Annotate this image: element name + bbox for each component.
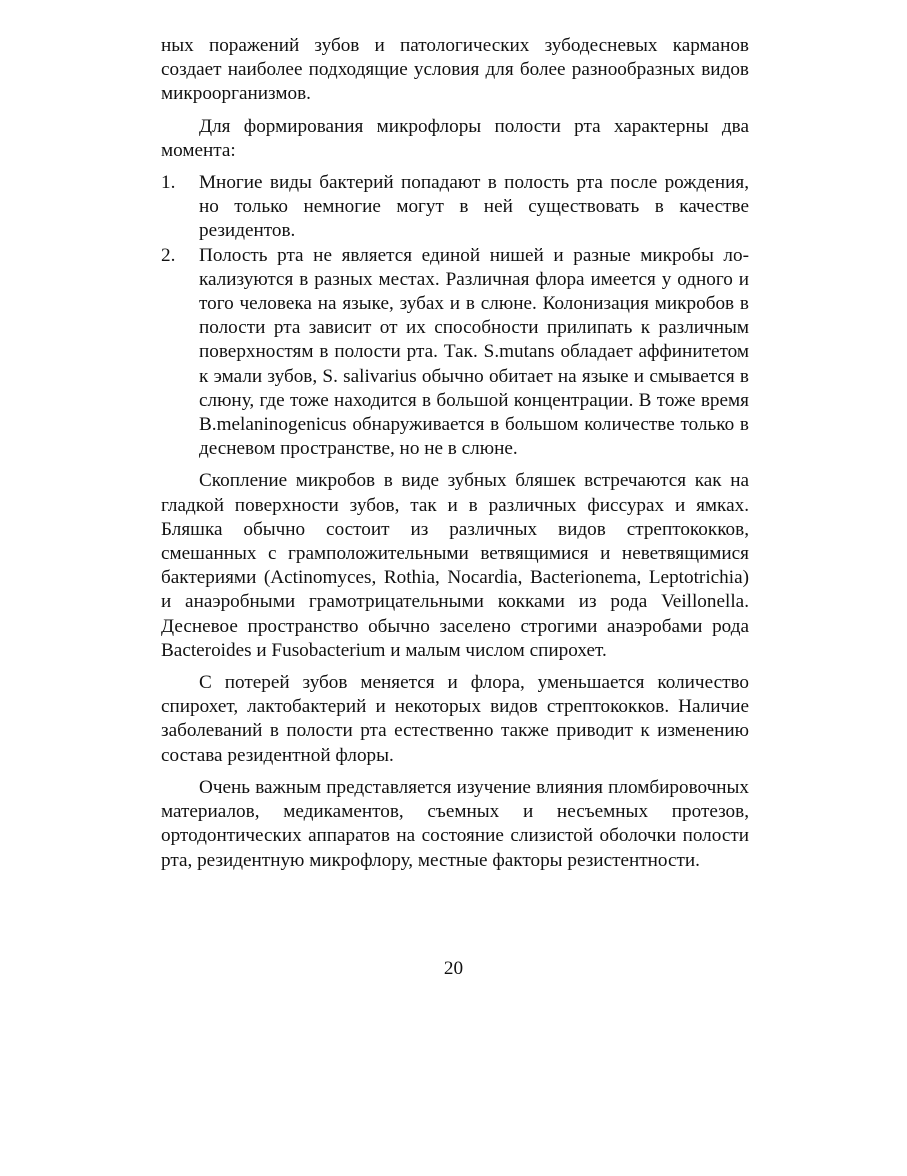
list-item-number: 2.	[161, 244, 176, 266]
paragraph-dental-plaque: Скопление микробов в виде зубных бляшек встречаются как на гладкой поверхности зубов, так и в различных фиссурах и ямках. Бляшка обычно состоит из различных видов стрептококков, смешанных с грамположительными ветвящимися и неветвящимися бактериями (Actinomyces, Rothia, Nocardia, Bacterionema, Leptotrichia) и анаэробными грамотрицательными кокками из рода Veillonella. Десневое пространство обычно заселено строгими анаэробами рода Bacteroides и Fusobacterium и малым числом спирохет.	[161, 470, 749, 661]
list-item-text: Полость рта не является единой нишей и разные микробы локализуются в разных местах. Различная флора имеется у одного и того человека на языке, зубах и в слюне. Колонизация микробов в полости рта зависит от их способности прилипать к различным поверхностям в полости рта. Так. S.mutans обладает аффинитетом к эмали зубов, S. salivarius обычно обитает на языке и смывается в слюну, где тоже находится в большой концентрации. В тоже время B.melaninogenicus обнаруживается в большом количестве только в десневом пространстве, но не в слюне.	[199, 244, 749, 460]
paragraph-tooth-loss: С потерей зубов меняется и флора, уменьшается количество спирохет, лактобактерий и некоторых видов стрептококков. Наличие заболеваний в полости рта естественно также приводит к изменению состава резидентной флоры.	[161, 672, 749, 766]
numbered-list	[161, 171, 749, 461]
page-body	[161, 34, 749, 881]
paragraph-intro-list: Для формирования микрофлоры полости рта характерны два момента:	[161, 115, 749, 161]
paragraph-materials-influence: Очень важным представляется изучение влияния пломбировочных материалов, медикаментов, съемных и несъемных протезов, ортодонтических аппаратов на состояние слизистой оболочки полости рта, резидентную микрофлору, местные факторы резистентности.	[161, 776, 749, 871]
list-item-number: 1.	[161, 172, 176, 194]
page-number: 20	[443, 958, 464, 979]
paragraph-continuation: ных поражений зубов и патологических зубодесневых карманов создает наиболее подходящие условия для более разнообразных видов микроорганизмов.	[161, 35, 749, 105]
list-item	[161, 171, 749, 244]
list-item	[161, 244, 749, 462]
list-item-text: Многие виды бактерий попадают в полость рта после рождения, но только немногие могут в ней существовать в качестве резидентов.	[199, 172, 749, 242]
